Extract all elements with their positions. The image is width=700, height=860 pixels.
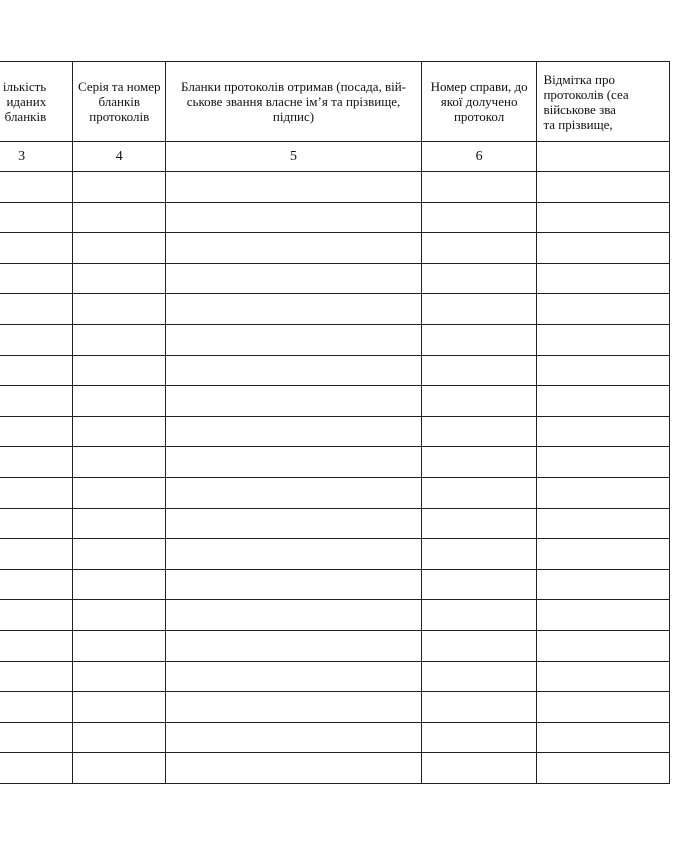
table-cell <box>0 355 73 386</box>
table-cell <box>537 692 670 723</box>
table-row <box>0 722 670 753</box>
table-cell <box>421 233 537 264</box>
header-col3-line-2: иданих <box>6 94 47 109</box>
table-cell <box>166 477 422 508</box>
table-cell <box>166 294 422 325</box>
table-cell <box>537 539 670 570</box>
table-cell <box>421 263 537 294</box>
table-cell <box>421 600 537 631</box>
table-cell <box>537 172 670 203</box>
table-cell <box>73 263 166 294</box>
table-cell <box>0 416 73 447</box>
table-cell <box>73 692 166 723</box>
table-cell <box>0 172 73 203</box>
table-cell <box>73 722 166 753</box>
table-cell <box>537 569 670 600</box>
header-series-and-number <box>73 62 166 142</box>
table-cell <box>73 661 166 692</box>
table-cell <box>73 416 166 447</box>
table-cell <box>73 569 166 600</box>
column-number-4: 4 <box>73 142 166 172</box>
table-row <box>0 172 670 203</box>
table-row <box>0 294 670 325</box>
table-cell <box>537 294 670 325</box>
table-cell <box>73 172 166 203</box>
column-number-3: 3 <box>0 142 73 172</box>
table-row <box>0 539 670 570</box>
table-cell <box>73 324 166 355</box>
table-cell <box>0 477 73 508</box>
table-cell <box>421 355 537 386</box>
table-cell <box>421 447 537 478</box>
table-cell <box>0 661 73 692</box>
table-cell <box>0 753 73 784</box>
header-col7-line-1: Відмітка про <box>543 71 615 87</box>
table-cell <box>166 569 422 600</box>
table-cell <box>537 722 670 753</box>
table-cell <box>537 355 670 386</box>
column-number-6: 6 <box>421 142 537 172</box>
table-cell <box>421 692 537 723</box>
table-cell <box>537 600 670 631</box>
table-row <box>0 447 670 478</box>
table-cell <box>421 508 537 539</box>
table-cell <box>0 692 73 723</box>
table-cell <box>537 630 670 661</box>
table-cell <box>537 202 670 233</box>
table-cell <box>166 600 422 631</box>
table-cell <box>73 753 166 784</box>
table-row <box>0 355 670 386</box>
table-row <box>0 202 670 233</box>
table-cell <box>0 324 73 355</box>
table-cell <box>73 202 166 233</box>
table-cell <box>421 202 537 233</box>
table-cell <box>166 692 422 723</box>
table-row <box>0 600 670 631</box>
table-cell <box>166 355 422 386</box>
table-cell <box>0 508 73 539</box>
table-cell <box>421 477 537 508</box>
table-row <box>0 661 670 692</box>
table-cell <box>73 386 166 417</box>
table-cell <box>166 202 422 233</box>
table-cell <box>166 172 422 203</box>
table-cell <box>0 202 73 233</box>
table-cell <box>421 386 537 417</box>
table-cell <box>0 294 73 325</box>
table-cell <box>0 447 73 478</box>
table-cell <box>537 416 670 447</box>
table-cell <box>0 600 73 631</box>
table-cell <box>166 753 422 784</box>
table-cell <box>421 722 537 753</box>
table-cell <box>537 263 670 294</box>
header-return-mark <box>537 62 670 142</box>
table-cell <box>537 233 670 264</box>
table-cell <box>421 416 537 447</box>
table-cell <box>421 324 537 355</box>
table-cell <box>73 600 166 631</box>
table-row <box>0 508 670 539</box>
blank-rows-body <box>0 172 670 784</box>
table-cell <box>73 539 166 570</box>
table-row <box>0 630 670 661</box>
table-row <box>0 263 670 294</box>
header-case-number <box>421 62 537 142</box>
table-row <box>0 416 670 447</box>
table-cell <box>0 233 73 264</box>
table-cell <box>421 661 537 692</box>
table-cell <box>166 630 422 661</box>
table-cell <box>537 447 670 478</box>
table-cell <box>537 324 670 355</box>
header-col7-line-3: військове зва <box>543 101 616 117</box>
table-cell <box>421 569 537 600</box>
header-col3-line-1: ількість <box>2 79 47 94</box>
table-row <box>0 692 670 723</box>
table-cell <box>166 324 422 355</box>
table-cell <box>0 722 73 753</box>
table-cell <box>421 172 537 203</box>
table-cell <box>73 233 166 264</box>
table-cell <box>166 233 422 264</box>
table-cell <box>0 386 73 417</box>
table-cell <box>537 661 670 692</box>
table-cell <box>73 447 166 478</box>
table-row <box>0 386 670 417</box>
table-row <box>0 753 670 784</box>
table-cell <box>166 722 422 753</box>
header-col7-line-4: та прізвище, <box>543 116 613 132</box>
table-row <box>0 569 670 600</box>
table-row <box>0 324 670 355</box>
table-cell <box>421 630 537 661</box>
column-number-row <box>0 142 670 172</box>
table-row <box>0 477 670 508</box>
table-cell <box>73 508 166 539</box>
table-cell <box>166 447 422 478</box>
table-row <box>0 233 670 264</box>
header-issued-blanks-count <box>0 62 73 142</box>
header-col6-text: Номер справи, до якої долучено протокол <box>430 79 528 124</box>
table-cell <box>0 569 73 600</box>
table-cell <box>166 263 422 294</box>
table-cell <box>0 263 73 294</box>
header-row <box>0 62 670 142</box>
table-cell <box>0 630 73 661</box>
table-cell <box>537 386 670 417</box>
table-cell <box>166 661 422 692</box>
protocol-blanks-register-table <box>0 61 670 784</box>
table-cell <box>73 294 166 325</box>
table-cell <box>166 386 422 417</box>
header-col3-line-3: бланків <box>4 109 47 124</box>
table-cell <box>421 294 537 325</box>
table-cell <box>0 539 73 570</box>
table-cell <box>421 753 537 784</box>
table-cell <box>73 355 166 386</box>
table-cell <box>166 539 422 570</box>
table-cell <box>166 416 422 447</box>
table-cell <box>73 477 166 508</box>
table-cell <box>421 539 537 570</box>
table-cell <box>537 753 670 784</box>
table-cell <box>166 508 422 539</box>
header-col5-text: Бланки протоколів отримав (посада, вій-ськове звання власне ім’я та прізвище, підпис) <box>181 79 406 124</box>
header-col4-text: Серія та номер бланків протоколів <box>77 79 161 124</box>
header-col7-line-2: протоколів (сеа <box>543 86 629 102</box>
table-cell <box>537 477 670 508</box>
header-received-by <box>166 62 422 142</box>
column-number-5: 5 <box>166 142 422 172</box>
column-number-7 <box>537 142 670 172</box>
table-cell <box>537 508 670 539</box>
table-cell <box>73 630 166 661</box>
